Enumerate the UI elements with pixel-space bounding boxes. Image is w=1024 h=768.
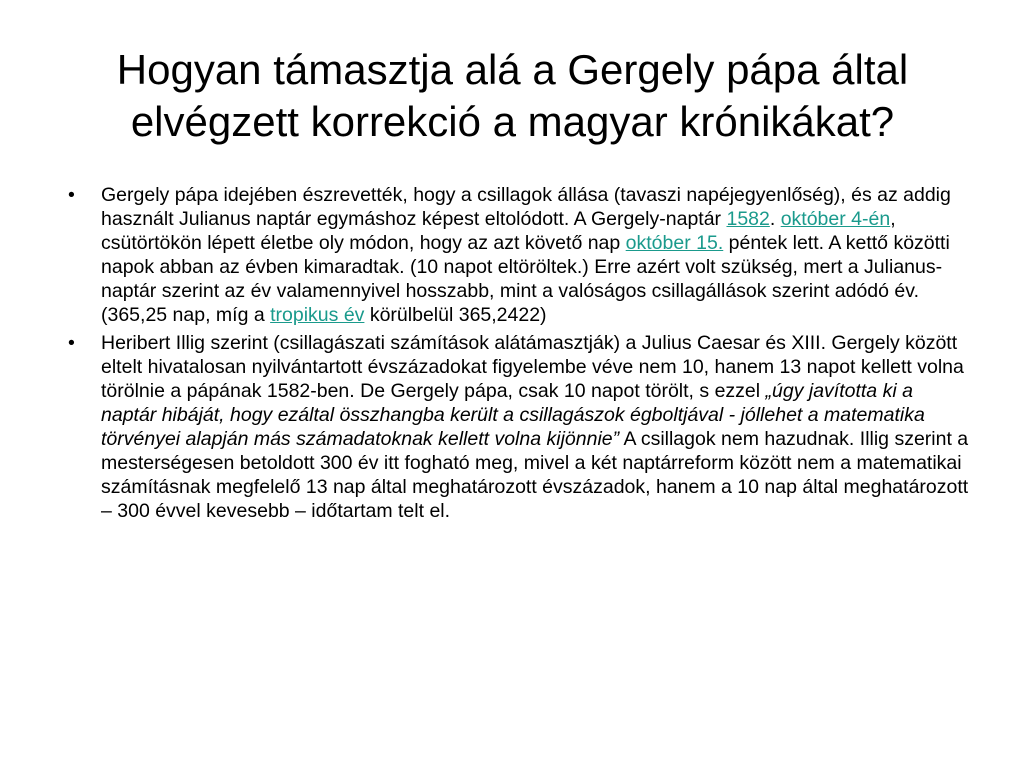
slide-title: Hogyan támasztja alá a Gergely pápa által elvégzett korrekció a magyar krónikákat? (116, 46, 909, 145)
bullet-list (68, 183, 969, 527)
bullet-marker: • (68, 184, 75, 206)
bullet-text: péntek lett. A kettő közötti napok abban az évben kimaradtak. (10 napot eltöröltek.) Erre azért volt szükség, mert a Julianus-naptár szerint az év valamennyivel hosszabb, mint a valóságos csillagállások szerint adódó év. (365,25 nap, míg a (101, 232, 950, 326)
bullet-text: , csütörtökön lépett életbe oly módon, hogy az azt követő nap (101, 208, 896, 254)
link-tropical-year[interactable]: tropikus év (270, 304, 365, 326)
link-october-4[interactable]: október 4-én (780, 208, 891, 230)
bullet-text: Heribert Illig szerint (csillagászati számítások alátámasztják) a Julius Caesar és XIII. Gergely között eltelt hivatalosan nyilvántartott évszázadokat figyelembe véve nem 10, hanem 13 napot kellett volna törölnie a pápának 1582-ben. De Gergely pápa, csak 10 napot törölt, s ezzel (101, 332, 964, 402)
link-1582[interactable]: 1582 (726, 208, 770, 230)
bullet-text: Gergely pápa idejében észrevették, hogy a csillagok állása (tavaszi napéjegyenlőség), és az addig használt Julianus naptár egymáshoz képest eltolódott. A Gergely-naptár (101, 184, 951, 230)
bullet-item-gregorian-calendar (68, 183, 969, 327)
bullet-text: körülbelül 365,2422) (364, 304, 547, 326)
bullet-text: . (769, 208, 781, 230)
bullet-item-illig-theory (68, 331, 969, 523)
link-october-15[interactable]: október 15. (625, 232, 724, 254)
bullet-marker: • (68, 332, 75, 354)
italic-quote: „úgy javította ki a naptár hibáját, hogy ezáltal összhangba került a csillagászok égboltjával - jóllehet a matematika törvényei alapján más számadatoknak kellett volna kijönnie” (101, 380, 925, 450)
bullet-text: A csillagok nem hazudnak. Illig szerint a mesterségesen betoldott 300 év itt fogható meg, mivel a két naptárreform között nem a matematikai számításnak megfelelő 13 nap által meghatározott évszázadok, hanem a 10 nap által meghatározott – 300 évvel kevesebb – időtartam telt el. (101, 428, 969, 522)
